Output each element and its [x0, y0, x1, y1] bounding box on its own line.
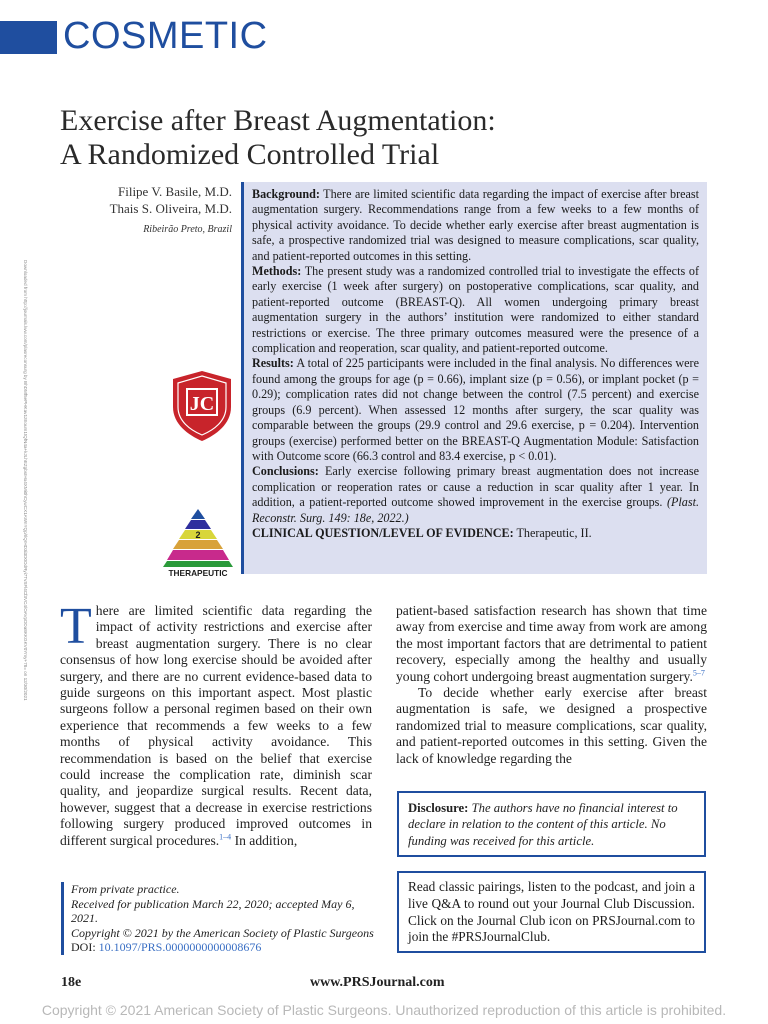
- page-number: 18e: [61, 975, 82, 990]
- reference-link[interactable]: 1–4: [219, 832, 232, 842]
- footnote-received: Received for publication March 22, 2020; accepted May 6, 2021.: [71, 896, 355, 926]
- abstract-methods: [252, 264, 699, 356]
- footnote-practice: From private practice.: [71, 882, 180, 896]
- section-bar: [0, 21, 57, 54]
- evidence-level: 2: [195, 530, 201, 540]
- footnote-copyright: Copyright © 2021 by the American Society of Plastic Surgeons: [71, 925, 374, 940]
- copyright-notice: Copyright © 2021 American Society of Plastic Surgeons. Unauthorized reproduction of this article is prohibited.: [41, 1002, 727, 1018]
- download-watermark: Downloaded from http://journals.lww.com/plasreconsurg by BhDMf5ePHKav1zEoum1tQfN4a+kJLhEZgbsIHo4XMi0hCywCX1AWnYQp/IlQrHD3i3D0OdRyi7TvSFl4Cf3VC4/OAVpDDa8KKGKV0Ymy+78= on 12/30/2021: [23, 260, 28, 701]
- doi-label: DOI:: [71, 940, 99, 955]
- journal-club-letters: JC: [189, 393, 215, 415]
- disclosure-box: [397, 791, 706, 857]
- clinical-text: Therapeutic, II.: [516, 525, 592, 540]
- footnote-doi: [71, 940, 376, 955]
- disclosure-label: Disclosure:: [408, 801, 469, 815]
- abstract-box: [241, 182, 707, 574]
- doi-link[interactable]: 10.1097/PRS.0000000000008676: [98, 940, 262, 955]
- background-text: There are limited scientific data regarding the impact of exercise after breast augmentation surgery. Recommendations range from a few weeks to a few months of physical activity avoidance. To decide whether early exercise after breast augmentation is safe, a prospective randomized trial was designed to measure complications, scar quality, and patient-reported outcomes in this setting.: [252, 187, 699, 263]
- intro-paragraph: [60, 598, 372, 849]
- conclusions-text: Early exercise following primary breast augmentation does not increase complication or reoperation rates or cause a reduction in scar quality after 1 year. In addition, a patient-reported outcome showed improvement in the exercise groups.: [252, 464, 699, 510]
- title-line-2: A Randomized Controlled Trial: [60, 138, 440, 171]
- citation: (Plast. Reconstr. Surg. 149: 18e, 2022.): [252, 495, 699, 525]
- intro-tail: In addition,: [231, 832, 298, 848]
- background-label: Background:: [252, 187, 320, 201]
- results-text: A total of 225 participants were included in the final analysis. No differences were found among the groups for age (p = 0.66), implant size (p = 0.56), or implant pocket (p = 0.29); complication rates did not change between the control (7.5 percent) and exercise groups (6.9 percent). When assessed 12 months after surgery, the scar quality was comparable between the groups (29.9 control and 29.6 exercise, p = 0.204). Intervention groups (exercise) performed better on the BREAST-Q Augmentation Module: Satisfaction with Outcome score (66.3 control and 83.4 exercise, p < 0.01).: [252, 356, 699, 463]
- evidence-label: THERAPEUTIC: [168, 568, 228, 577]
- drop-cap: T: [60, 598, 92, 655]
- right-paragraph-2: To decide whether early exercise after breast augmentation is safe, we designed a prospective randomized trial to measure complications, scar quality, and patient-reported outcomes in this setting. Given the lack of knowledge regarding the: [396, 685, 707, 766]
- body-column-right: [396, 603, 707, 767]
- author-block: [110, 183, 232, 238]
- journal-club-icon[interactable]: [170, 369, 234, 443]
- conclusions-label: Conclusions:: [252, 464, 319, 479]
- methods-text: The present study was a randomized controlled trial to investigate the effects of early exercise (1 week after surgery) on postoperative complications, scar quality, and patient-reported outcome (BREAST-Q). All women undergoing primary breast augmentation surgery in the authors’ institution were randomized to either standard restrictions or exercise. The three primary outcomes measured were the presence of a complication and reoperation, scar quality, and patient-reported outcome.: [252, 264, 699, 356]
- article-footnote: [61, 882, 376, 955]
- evidence-pyramid-icon: [160, 505, 236, 577]
- author-name: Filipe V. Basile, M.D.: [117, 184, 232, 199]
- title-line-1: Exercise after Breast Augmentation:: [60, 104, 496, 137]
- article-title: [60, 104, 496, 172]
- right-paragraph-1: patient-based satisfaction research has shown that time away from exercise and time away from work are among the most important factors that are detrimental to patient recovery, especially among the healthy and usually young cohort undergoing breast augmentation surgery.$^{5-7}$: [396, 603, 707, 684]
- author-name: Thais S. Oliveira, M.D.: [109, 201, 232, 216]
- methods-label: Methods:: [252, 264, 302, 279]
- disclosure-text: The authors have no financial interest to declare in relation to the content of this article. No funding was received for this article.: [408, 801, 678, 848]
- results-label: Results:: [252, 356, 294, 371]
- section-heading: COSMETIC: [63, 15, 268, 57]
- abstract-conclusions: [252, 464, 699, 526]
- affiliation: Ribeirão Preto, Brazil: [143, 224, 232, 235]
- reference-link[interactable]: 5–7: [692, 668, 705, 678]
- abstract-level-of-evidence: [252, 526, 699, 541]
- journal-club-box: [397, 871, 706, 953]
- journal-website-link[interactable]: www.PRSJournal.com: [310, 975, 445, 990]
- abstract-background: [252, 187, 699, 264]
- journal-club-text: Read classic pairings, listen to the podcast, and join a live Q&A to round out your Journal Club Discussion. Click on the Journal Club icon on PRSJournal.com to join the #PRSJournalClub.: [408, 879, 695, 945]
- body-column-left: [60, 598, 372, 849]
- intro-text: here are limited scientific data regarding the impact of activity restrictions and exercise after breast augmentation surgery. There is no clear consensus of how long exercise should be avoided after surgery, and there are no current evidence-based data to guide surgeons on this important aspect. Most plastic surgeons follow a personal regimen based on their own experience that recommends a few weeks to a few months of physical activity avoidance. This recommendation is based on the belief that exercise could increase the complication rate, diminish scar quality, and jeopardize surgical results. Recent data, however, suggest that a decrease in exercise restrictions following surgery produced improved outcomes in different surgical procedures.: [60, 603, 372, 848]
- abstract-results: [252, 356, 699, 464]
- clinical-label: CLINICAL QUESTION/LEVEL OF EVIDENCE:: [252, 525, 514, 540]
